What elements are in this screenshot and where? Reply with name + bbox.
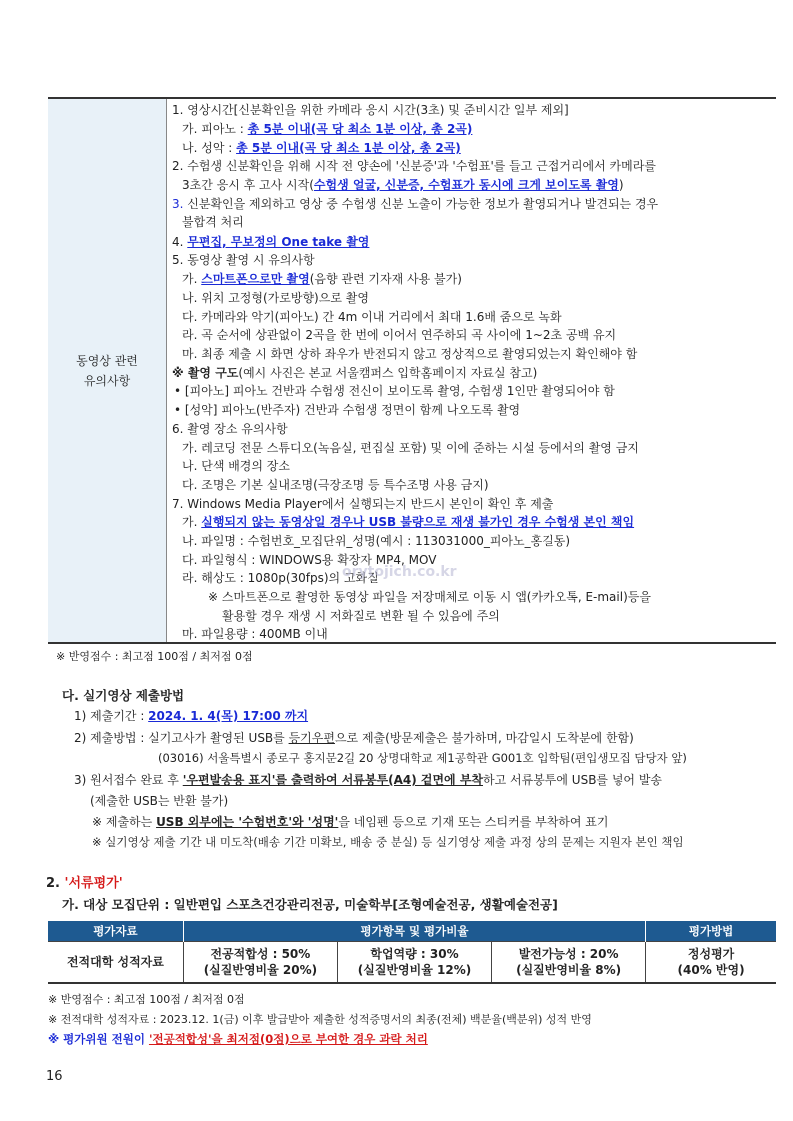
score-note: ※ 반영점수 : 최고점 100점 / 최저점 0점 [56,650,253,663]
doc-fail-note: ※ 평가위원 전원이 '전공적합성'을 최저점(0점)으로 부여한 경우 과락 처리 [48,1032,428,1046]
label-cell [48,99,167,642]
line-piano: 가. 피아노 : 총 5분 이내(곡 당 최소 1분 이상, 총 2곡) [182,122,473,136]
submit-step3: 3) 원서접수 완료 후 '우편발송용 표지'를 출력하여 서류봉투(A4) 겉면에 부착하고 서류봉투에 USB를 넣어 발송 [74,773,663,787]
doc-eval-heading: 2. '서류평가' [46,876,123,891]
label-text [48,351,166,391]
watermark: orytojich.co.kr [342,564,457,580]
line-6a: 가. 레코딩 전문 스튜디오(녹음실, 편집실 포함) 및 이에 준하는 시설 등에서의 촬영 금지 [182,441,639,455]
doc-eval-row [48,942,776,984]
content-cell [168,99,776,642]
header-method: 평가방법 [646,921,776,942]
line-6: 6. 촬영 장소 유의사항 [172,422,288,436]
item-major-fit: 전공적합성 : 50% (실질반영비율 20%) [183,942,337,984]
line-2: 2. 수험생 신분확인을 위해 시작 전 양손에 '신분증'과 '수험표'를 들고 근접거리에서 카메라를 [172,159,656,173]
line-5: 5. 동영상 촬영 시 유의사항 [172,253,315,267]
label-line-2: 유의사항 [83,374,131,388]
line-3: 3. 신분확인을 제외하고 영상 중 수험생 신분 노출이 가능한 정보가 촬영되거나 발견되는 경우 [172,197,659,211]
submit-usb-note: ※ 제출하는 USB 외부에는 '수험번호'와 '성명'을 네임펜 등으로 기재 또는 스티커를 부착하여 표기 [92,815,609,829]
doc-eval-header-row [48,921,776,942]
line-7a: 가. 실행되지 않는 동영상일 경우나 USB 불량으로 재생 불가인 경우 수험생 본인 책임 [182,515,635,529]
line-7d-note2: 활용할 경우 재생 시 저화질로 변환 될 수 있음에 주의 [222,609,500,623]
submit-heading: 다. 실기영상 제출방법 [62,688,185,703]
submit-period: 1) 제출기간 : 2024. 1. 4(목) 17:00 까지 [74,709,309,723]
line-5d: 라. 곡 순서에 상관없이 2곡을 한 번에 이어서 연주하되 곡 사이에 1~2초 공백 유지 [182,328,617,342]
line-3b: 불합격 처리 [182,215,244,229]
page-number: 16 [46,1069,63,1084]
line-bullet-piano: • [피아노] 피아노 건반과 수험생 전신이 보이도록 촬영, 수험생 1인만 촬영되어야 함 [174,384,615,398]
line-4: 4. 무편집, 무보정의 One take 촬영 [172,235,370,249]
line-vocal: 나. 성악 : 총 5분 이내(곡 당 최소 1분 이상, 총 2곡) [182,141,461,155]
item-academic: 학업역량 : 30% (실질반영비율 12%) [337,942,491,984]
submit-step3-line2: (제출한 USB는 반환 불가) [90,794,229,808]
header-material: 평가자료 [48,921,183,942]
line-7: 7. Windows Media Player에서 실행되는지 반드시 본인이 확인 후 제출 [172,497,554,511]
line-7d: 라. 해상도 : 1080p(30fps)의 고화질 [182,571,379,585]
line-2b: 3초간 응시 후 고사 시작(수험생 얼굴, 신분증, 수험표가 동시에 크게 보이도록 촬영) [182,178,624,192]
line-5a: 가. 스마트폰으로만 촬영(음향 관련 기자재 사용 불가) [182,272,462,286]
line-7c: 다. 파일형식 : WINDOWS용 확장자 MP4, MOV [182,553,437,567]
eval-method: 정성평가 (40% 반영) [646,942,776,984]
line-1: 1. 영상시간[신분확인을 위한 카메라 응시 시간(3초) 및 준비시간 일부 제외] [172,103,569,117]
line-7d-note: ※ 스마트폰으로 촬영한 동영상 파일을 저장매체로 이동 시 앱(카카오톡, E-mail)등을 [208,590,651,604]
doc-score-note: ※ 반영점수 : 최고점 100점 / 최저점 0점 [48,993,245,1006]
item-potential: 발전가능성 : 20% (실질반영비율 8%) [492,942,646,984]
line-7b: 나. 파일명 : 수험번호_모집단위_성명(예시 : 113031000_피아노_홍길동) [182,534,571,548]
doc-transcript-note: ※ 전적대학 성적자료 : 2023.12. 1(금) 이후 발급받아 제출한 성적증명서의 최종(전체) 백분율(백분위) 성적 반영 [48,1013,592,1026]
line-6b: 나. 단색 배경의 장소 [182,459,290,473]
submit-responsibility-note: ※ 실기영상 제출 기간 내 미도착(배송 기간 미확보, 배송 중 분실) 등 실기영상 제출 과정 상의 문제는 지원자 본인 책임 [92,835,684,849]
doc-eval-target: 가. 대상 모집단위 : 일반편입 스포츠건강관리전공, 미술학부[조형예술전공, 생활예술전공] [62,897,558,912]
line-5b: 나. 위치 고정형(가로방향)으로 촬영 [182,291,369,305]
line-bullet-vocal: • [성악] 피아노(반주자) 건반과 수험생 정면이 함께 나오도록 촬영 [174,403,521,417]
header-items: 평가항목 및 평가비율 [183,921,645,942]
line-5c: 다. 카메라와 악기(피아노) 간 4m 이내 거리에서 최대 1.6배 줌으로 녹화 [182,310,562,324]
label-line-1: 동영상 관련 [76,354,138,368]
doc-eval-table [48,921,776,984]
submit-address: (03016) 서울특별시 종로구 홍지문2길 20 상명대학교 제1공학관 G001호 입학팀(편입생모집 담당자 앞) [158,751,687,765]
submit-method: 2) 제출방법 : 실기고사가 촬영된 USB를 등기우편으로 제출(방문제출은 불가하며, 마감일시 도착분에 한함) [74,731,634,745]
video-guidelines-table [48,97,776,644]
line-5e: 마. 최종 제출 시 화면 상하 좌우가 반전되지 않고 정상적으로 촬영되었는지 확인해야 함 [182,347,638,361]
row-material: 전적대학 성적자료 [48,942,183,984]
line-6c: 다. 조명은 기본 실내조명(극장조명 등 특수조명 사용 금지) [182,478,489,492]
line-composition: ※ 촬영 구도(예시 사진은 본교 서울캠퍼스 입학홈페이지 자료실 참고) [172,366,538,380]
line-7e: 마. 파일용량 : 400MB 이내 [182,627,328,641]
